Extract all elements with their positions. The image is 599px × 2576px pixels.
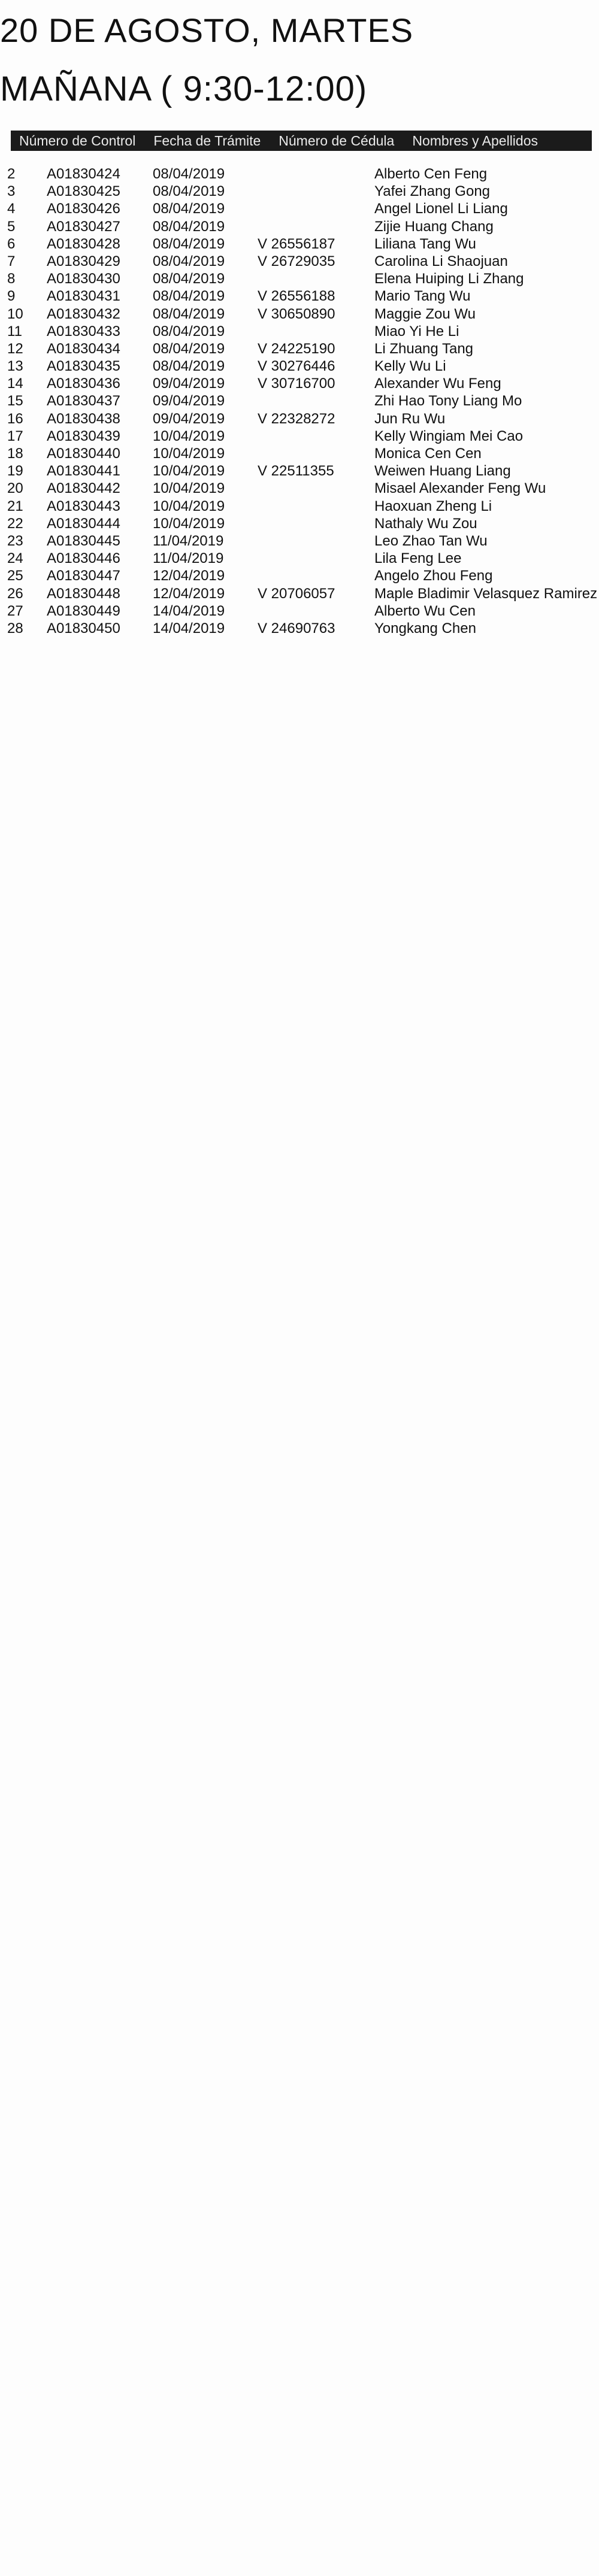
control-number: A01830449 <box>47 602 120 619</box>
full-name: Elena Huiping Li Zhang <box>374 271 524 287</box>
procedure-date: 12/04/2019 <box>153 585 225 602</box>
table-row <box>0 323 599 340</box>
full-name: Maggie Zou Wu <box>374 305 476 322</box>
control-number: A01830445 <box>47 532 120 549</box>
table-row <box>0 287 599 305</box>
id-number: V 22328272 <box>258 410 335 427</box>
id-number: V 26556188 <box>258 288 335 305</box>
control-number: A01830448 <box>47 585 120 602</box>
page-title: 20 DE AGOSTO, MARTES <box>0 11 414 49</box>
procedure-date: 09/04/2019 <box>153 375 225 392</box>
full-name: Yafei Zhang Gong <box>374 183 491 200</box>
full-name: Zijie Huang Chang <box>374 218 494 235</box>
row-number: 3 <box>7 183 16 200</box>
full-name: Leo Zhao Tan Wu <box>374 532 488 549</box>
control-number: A01830440 <box>47 446 120 462</box>
procedure-date: 08/04/2019 <box>153 253 225 269</box>
table-row <box>0 428 599 445</box>
control-number: A01830427 <box>47 218 120 235</box>
column-header: Nombres y Apellidos <box>412 132 538 149</box>
control-number: A01830442 <box>47 480 120 497</box>
control-number: A01830436 <box>47 375 120 392</box>
row-number: 9 <box>7 288 16 305</box>
row-number: 20 <box>7 480 23 497</box>
row-number: 4 <box>7 201 16 217</box>
row-number: 11 <box>7 323 22 340</box>
row-number: 16 <box>7 410 23 427</box>
table-row <box>0 357 599 375</box>
row-number: 15 <box>7 393 23 410</box>
table-row <box>0 235 599 253</box>
control-number: A01830434 <box>47 340 120 357</box>
procedure-date: 08/04/2019 <box>153 323 225 340</box>
table-row <box>0 602 599 620</box>
control-number: A01830437 <box>47 393 120 410</box>
row-number: 27 <box>7 602 23 619</box>
full-name: Monica Cen Cen <box>374 446 482 462</box>
row-number: 18 <box>7 446 23 462</box>
id-number: V 22511355 <box>258 463 334 480</box>
full-name: Angelo Zhou Feng <box>374 568 493 584</box>
table-header <box>11 131 592 151</box>
column-header: Número de Control <box>19 132 136 149</box>
row-number: 23 <box>7 532 23 549</box>
full-name: Kelly Wingiam Mei Cao <box>374 428 524 444</box>
row-number: 12 <box>7 340 23 357</box>
control-number: A01830443 <box>47 498 120 514</box>
procedure-date: 08/04/2019 <box>153 235 225 252</box>
control-number: A01830441 <box>47 463 120 480</box>
row-number: 10 <box>7 305 23 322</box>
procedure-date: 10/04/2019 <box>153 463 225 480</box>
table-row <box>0 340 599 357</box>
control-number: A01830450 <box>47 620 120 637</box>
procedure-date: 09/04/2019 <box>153 393 225 410</box>
control-number: A01830433 <box>47 323 120 340</box>
procedure-date: 08/04/2019 <box>153 218 225 235</box>
full-name: Lila Feng Lee <box>374 550 462 567</box>
id-number: V 24225190 <box>258 340 335 357</box>
procedure-date: 11/04/2019 <box>153 550 224 567</box>
full-name: Mario Tang Wu <box>374 288 471 305</box>
id-number: V 30650890 <box>258 305 335 322</box>
full-name: Zhi Hao Tony Liang Mo <box>374 393 522 410</box>
row-number: 24 <box>7 550 23 567</box>
full-name: Alexander Wu Feng <box>374 375 501 392</box>
table-row <box>0 253 599 270</box>
control-number: A01830431 <box>47 288 120 305</box>
document-remaining-area <box>0 653 599 2576</box>
procedure-date: 10/04/2019 <box>153 480 225 497</box>
table-row <box>0 550 599 567</box>
row-number: 7 <box>7 253 16 269</box>
procedure-date: 08/04/2019 <box>153 201 225 217</box>
table-body <box>0 165 599 637</box>
full-name: Nathaly Wu Zou <box>374 515 477 532</box>
procedure-date: 08/04/2019 <box>153 271 225 287</box>
table-row <box>0 445 599 462</box>
id-number: V 26729035 <box>258 253 335 269</box>
full-name: Angel Lionel Li Liang <box>374 201 508 217</box>
control-number: A01830429 <box>47 253 120 269</box>
control-number: A01830446 <box>47 550 120 567</box>
full-name: Jun Ru Wu <box>374 410 446 427</box>
table-row <box>0 532 599 550</box>
table-row <box>0 498 599 515</box>
procedure-date: 08/04/2019 <box>153 288 225 305</box>
id-number: V 30276446 <box>258 358 335 375</box>
full-name: Li Zhuang Tang <box>374 340 474 357</box>
row-number: 14 <box>7 375 23 392</box>
procedure-date: 09/04/2019 <box>153 410 225 427</box>
full-name: Alberto Wu Cen <box>374 602 476 619</box>
control-number: A01830444 <box>47 515 120 532</box>
row-number: 26 <box>7 585 23 602</box>
procedure-date: 14/04/2019 <box>153 602 225 619</box>
full-name: Maple Bladimir Velasquez Ramirez <box>374 585 598 602</box>
control-number: A01830432 <box>47 305 120 322</box>
control-number: A01830435 <box>47 358 120 375</box>
page-subtitle: MAÑANA ( 9:30-12:00) <box>0 69 368 108</box>
column-header: Fecha de Trámite <box>153 132 261 149</box>
control-number: A01830425 <box>47 183 120 200</box>
full-name: Weiwen Huang Liang <box>374 463 511 480</box>
control-number: A01830430 <box>47 271 120 287</box>
table-row <box>0 200 599 217</box>
procedure-date: 10/04/2019 <box>153 428 225 444</box>
control-number: A01830426 <box>47 201 120 217</box>
control-number: A01830447 <box>47 568 120 584</box>
table-row <box>0 567 599 584</box>
procedure-date: 10/04/2019 <box>153 515 225 532</box>
procedure-date: 10/04/2019 <box>153 498 225 514</box>
procedure-date: 10/04/2019 <box>153 446 225 462</box>
row-number: 25 <box>7 568 23 584</box>
row-number: 8 <box>7 271 16 287</box>
row-number: 19 <box>7 463 23 480</box>
full-name: Kelly Wu Li <box>374 358 446 375</box>
row-number: 28 <box>7 620 23 637</box>
control-number: A01830428 <box>47 235 120 252</box>
row-number: 6 <box>7 235 16 252</box>
full-name: Misael Alexander Feng Wu <box>374 480 546 497</box>
id-number: V 30716700 <box>258 375 335 392</box>
row-number: 5 <box>7 218 16 235</box>
row-number: 17 <box>7 428 23 444</box>
table-row <box>0 183 599 200</box>
column-header: Número de Cédula <box>279 132 395 149</box>
row-number: 22 <box>7 515 23 532</box>
procedure-date: 08/04/2019 <box>153 166 225 182</box>
table-row <box>0 305 599 323</box>
control-number: A01830439 <box>47 428 120 444</box>
row-number: 21 <box>7 498 23 514</box>
procedure-date: 12/04/2019 <box>153 568 225 584</box>
table-row <box>0 392 599 410</box>
full-name: Liliana Tang Wu <box>374 235 476 252</box>
full-name: Alberto Cen Feng <box>374 166 488 182</box>
table-row <box>0 515 599 532</box>
row-number: 2 <box>7 166 16 182</box>
procedure-date: 14/04/2019 <box>153 620 225 637</box>
full-name: Carolina Li Shaojuan <box>374 253 508 269</box>
id-number: V 24690763 <box>258 620 335 637</box>
full-name: Miao Yi He Li <box>374 323 459 340</box>
procedure-date: 08/04/2019 <box>153 358 225 375</box>
table-row <box>0 270 599 287</box>
table-row <box>0 620 599 637</box>
full-name: Yongkang Chen <box>374 620 476 637</box>
procedure-date: 08/04/2019 <box>153 340 225 357</box>
id-number: V 20706057 <box>258 585 335 602</box>
procedure-date: 11/04/2019 <box>153 532 224 549</box>
id-number: V 26556187 <box>258 235 335 252</box>
table-row <box>0 410 599 428</box>
control-number: A01830438 <box>47 410 120 427</box>
table-row <box>0 218 599 235</box>
procedure-date: 08/04/2019 <box>153 183 225 200</box>
full-name: Haoxuan Zheng Li <box>374 498 492 514</box>
control-number: A01830424 <box>47 166 120 182</box>
table-row <box>0 462 599 480</box>
procedure-date: 08/04/2019 <box>153 305 225 322</box>
table-row <box>0 585 599 602</box>
table-row <box>0 375 599 392</box>
row-number: 13 <box>7 358 23 375</box>
table-row <box>0 165 599 183</box>
table-row <box>0 480 599 497</box>
